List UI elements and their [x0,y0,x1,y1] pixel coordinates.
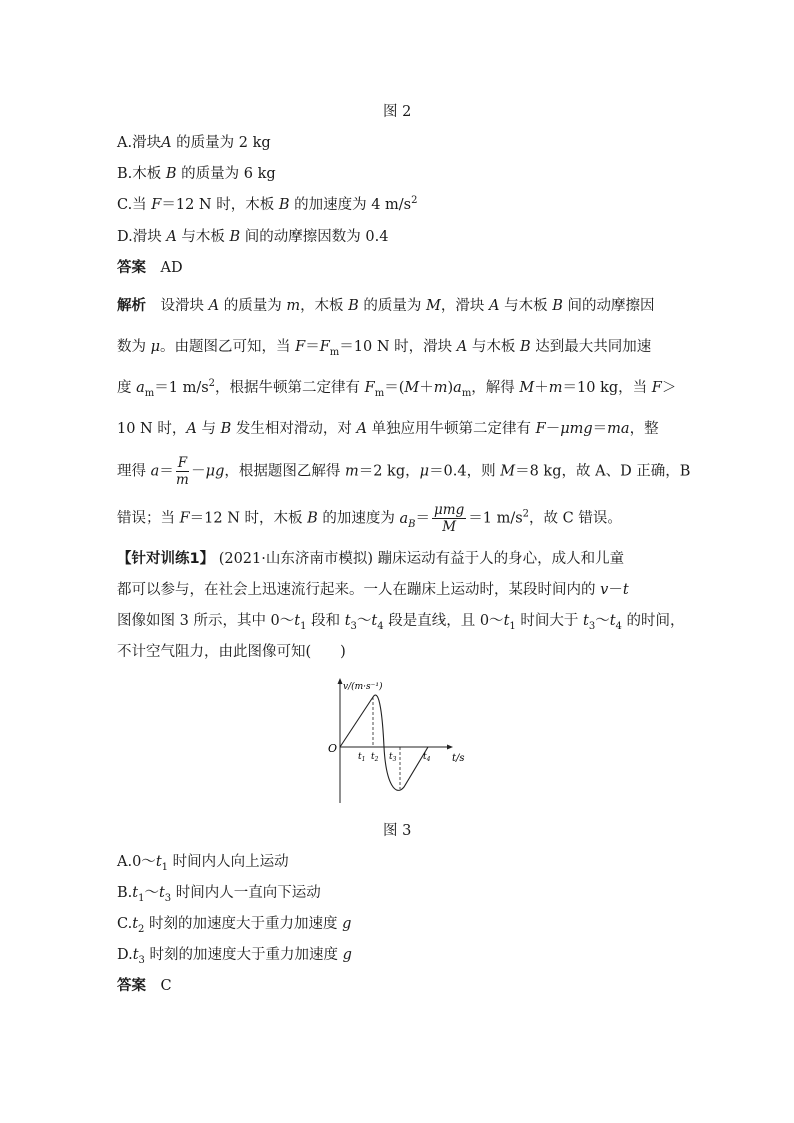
analysis-line-6: 错误；当 F＝12 N 时，木板 B 的加速度为 $a_B=$ $\frac{\text{μmg}}{M}$ ＝1 $m/s^2$，故 C 错误。 [117,502,622,535]
velocity-curve [340,695,428,790]
option-2d: $D.t_3$ 时刻的加速度大于重力加速度 g [117,947,352,966]
figure-2-caption: 图 2 [383,104,412,120]
option-2b: $B.t_1\sim t_3$ 时间内人一直向下运动 [117,885,321,904]
x-axis-label: t/s [452,753,465,764]
analysis-line-1: 解析 设滑块 A 的质量为 m，木板 B 的质量为 M，滑块 A 与木板 B 间的动摩擦因 [117,298,655,314]
y-axis-arrow [338,678,343,684]
figure-3-caption: 图 3 [383,823,412,839]
figure-3-vt-graph [318,675,478,807]
option-2a: $A.0\sim t_1$ 时间内人向上运动 [117,854,289,873]
analysis-line-2: 数为 μ。由题图乙可知，当 $F=F_m=10$ N 时，滑块 A 与木板 B 达到最大共同加速 [117,339,652,358]
training-line-4: 不计空气阻力，由此图像可知( ) [117,644,346,660]
option-b: B.木板 B 的质量为 6 kg [117,166,276,182]
y-axis-label: v/(m·s⁻¹) [343,682,383,692]
analysis-line-5: 理得 a＝ $\frac{F}{m}$ －μg，根据题图乙解得 m＝2 kg，μ＝0.4，则 M＝8 kg，故 A、D 正确，B [117,455,691,488]
analysis-line-4: 10 N 时，A 与 B 发生相对滑动，对 A 单独应用牛顿第二定律有 F－μmg＝ma，整 [117,421,659,437]
option-c: C.当 F＝12 N 时，木板 B 的加速度为 4 $m/s^2$ [117,195,418,213]
answer-1: 答案 AD [117,260,183,276]
t2-label: $t_2$ [371,752,379,763]
training-line-2: 都可以参与，在社会上迅速流行起来。一人在蹦床上运动时，某段时间内的 v－t [117,582,629,598]
option-2c: $C.t_2$ 时刻的加速度大于重力加速度 g [117,916,352,935]
analysis-line-3: 度 $a_m=1$ $m/s^2$，根据牛顿第二定律有 $F_m=(M+m)a_m$，解得 M＋m＝10 kg，当 F＞ [117,378,677,399]
t3-label: $t_3$ [389,752,397,763]
x-axis-arrow [447,745,453,750]
training-line-1: 【针对训练1】 (2021·山东济南市模拟) 蹦床运动有益于人的身心，成人和儿童 [117,551,625,567]
option-a: A.滑块A 的质量为 2 kg [117,135,271,151]
t4-label: $t_4$ [423,752,431,763]
t1-label: $t_1$ [358,752,366,763]
answer-2: 答案 C [117,978,172,994]
option-d: D.滑块 A 与木板 B 间的动摩擦因数为 0.4 [117,229,389,245]
origin-label: O [328,742,338,755]
training-line-3: 图像如图 3 所示，其中 $0\sim t_1$ 段和 $t_3\sim t_4$ 段是直线，且 $0\sim t_1$ 时间大于 $t_3\sim t_4$ 的时间， [117,613,685,632]
